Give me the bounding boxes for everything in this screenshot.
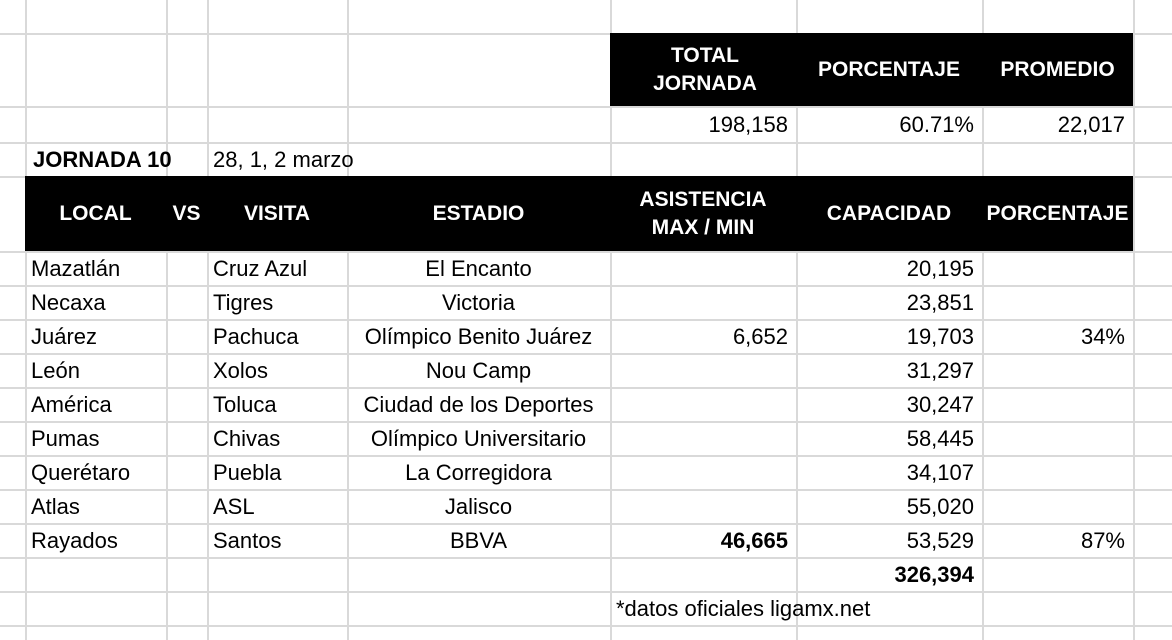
- header-asistencia[interactable]: ASISTENCIA MAX / MIN: [639, 187, 767, 239]
- cell-capacidad[interactable]: 30,247: [906, 391, 974, 417]
- cell-asistencia[interactable]: [610, 490, 796, 523]
- summary-total-value[interactable]: 198,158: [708, 111, 788, 137]
- cell-porcentaje[interactable]: [982, 388, 1133, 421]
- summary-porcentaje-value[interactable]: 60.71%: [899, 111, 974, 137]
- capacity-total[interactable]: 326,394: [894, 561, 974, 587]
- cell-asistencia[interactable]: [610, 252, 796, 285]
- cell-porcentaje[interactable]: [982, 252, 1133, 285]
- cell-porcentaje[interactable]: [982, 490, 1133, 523]
- cell-visita[interactable]: Toluca: [213, 391, 277, 417]
- cell-porcentaje[interactable]: [982, 456, 1133, 489]
- cell-estadio[interactable]: La Corregidora: [405, 459, 552, 485]
- cell-capacidad[interactable]: 53,529: [906, 527, 974, 553]
- cell-capacidad[interactable]: 34,107: [906, 459, 974, 485]
- cell-estadio[interactable]: El Encanto: [425, 255, 532, 281]
- cell-estadio[interactable]: Olímpico Universitario: [370, 425, 587, 451]
- header-estadio[interactable]: ESTADIO: [432, 201, 525, 225]
- cell-asistencia[interactable]: [610, 388, 796, 421]
- cell-capacidad[interactable]: 31,297: [906, 357, 974, 383]
- cell-estadio[interactable]: Jalisco: [444, 493, 513, 519]
- cell-visita[interactable]: Cruz Azul: [213, 255, 308, 281]
- cell-visita[interactable]: Pachuca: [213, 323, 299, 349]
- cell-visita[interactable]: Puebla: [213, 459, 282, 485]
- cell-visita[interactable]: Tigres: [213, 289, 274, 315]
- cell-capacidad[interactable]: 55,020: [906, 493, 974, 519]
- cell-visita[interactable]: Santos: [213, 527, 282, 553]
- header-capacidad[interactable]: CAPACIDAD: [826, 201, 952, 225]
- header-vs[interactable]: VS: [172, 201, 201, 225]
- cell-asistencia[interactable]: [610, 422, 796, 455]
- cell-local[interactable]: León: [31, 357, 80, 383]
- cell-local[interactable]: Mazatlán: [31, 255, 121, 281]
- cell-porcentaje[interactable]: [982, 354, 1133, 387]
- cell-porcentaje[interactable]: 34%: [1080, 323, 1125, 349]
- cell-capacidad[interactable]: 20,195: [906, 255, 974, 281]
- cell-visita[interactable]: Xolos: [213, 357, 269, 383]
- cell-estadio[interactable]: Victoria: [442, 289, 515, 315]
- cell-estadio[interactable]: BBVA: [449, 527, 508, 553]
- cell-local[interactable]: Querétaro: [31, 459, 131, 485]
- header-visita[interactable]: VISITA: [243, 201, 311, 225]
- cell-porcentaje[interactable]: [982, 286, 1133, 319]
- cell-estadio[interactable]: Nou Camp: [425, 357, 532, 383]
- cell-local[interactable]: Necaxa: [31, 289, 106, 315]
- cell-local[interactable]: Rayados: [31, 527, 118, 553]
- cell-porcentaje[interactable]: [982, 422, 1133, 455]
- cell-estadio[interactable]: Ciudad de los Deportes: [363, 391, 594, 417]
- summary-header-porcentaje[interactable]: PORCENTAJE: [818, 57, 960, 81]
- gridline: [0, 625, 1172, 627]
- cell-local[interactable]: Pumas: [31, 425, 100, 451]
- cell-porcentaje[interactable]: 87%: [1080, 527, 1125, 553]
- summary-promedio-value[interactable]: 22,017: [1057, 111, 1125, 137]
- cell-asistencia[interactable]: 46,665: [720, 527, 788, 553]
- cell-local[interactable]: Juárez: [31, 323, 98, 349]
- summary-header-total[interactable]: TOTAL JORNADA: [653, 43, 757, 95]
- footnote[interactable]: *datos oficiales ligamx.net: [616, 595, 871, 621]
- cell-estadio[interactable]: Olímpico Benito Juárez: [364, 323, 593, 349]
- jornada-label[interactable]: JORNADA 10: [33, 146, 172, 172]
- cell-asistencia[interactable]: [610, 286, 796, 319]
- gridline: [0, 591, 1172, 593]
- cell-asistencia[interactable]: 6,652: [732, 323, 788, 349]
- cell-capacidad[interactable]: 19,703: [906, 323, 974, 349]
- gridline: [0, 557, 1172, 559]
- header-local[interactable]: LOCAL: [59, 201, 132, 225]
- cell-asistencia[interactable]: [610, 354, 796, 387]
- jornada-dates[interactable]: 28, 1, 2 marzo: [213, 146, 354, 172]
- cell-capacidad[interactable]: 23,851: [906, 289, 974, 315]
- header-porcentaje[interactable]: PORCENTAJE: [986, 201, 1129, 225]
- cell-asistencia[interactable]: [610, 456, 796, 489]
- cell-local[interactable]: Atlas: [31, 493, 80, 519]
- cell-visita[interactable]: ASL: [213, 493, 255, 519]
- summary-header-promedio[interactable]: PROMEDIO: [1000, 57, 1115, 81]
- cell-visita[interactable]: Chivas: [213, 425, 281, 451]
- cell-capacidad[interactable]: 58,445: [906, 425, 974, 451]
- cell-local[interactable]: América: [31, 391, 112, 417]
